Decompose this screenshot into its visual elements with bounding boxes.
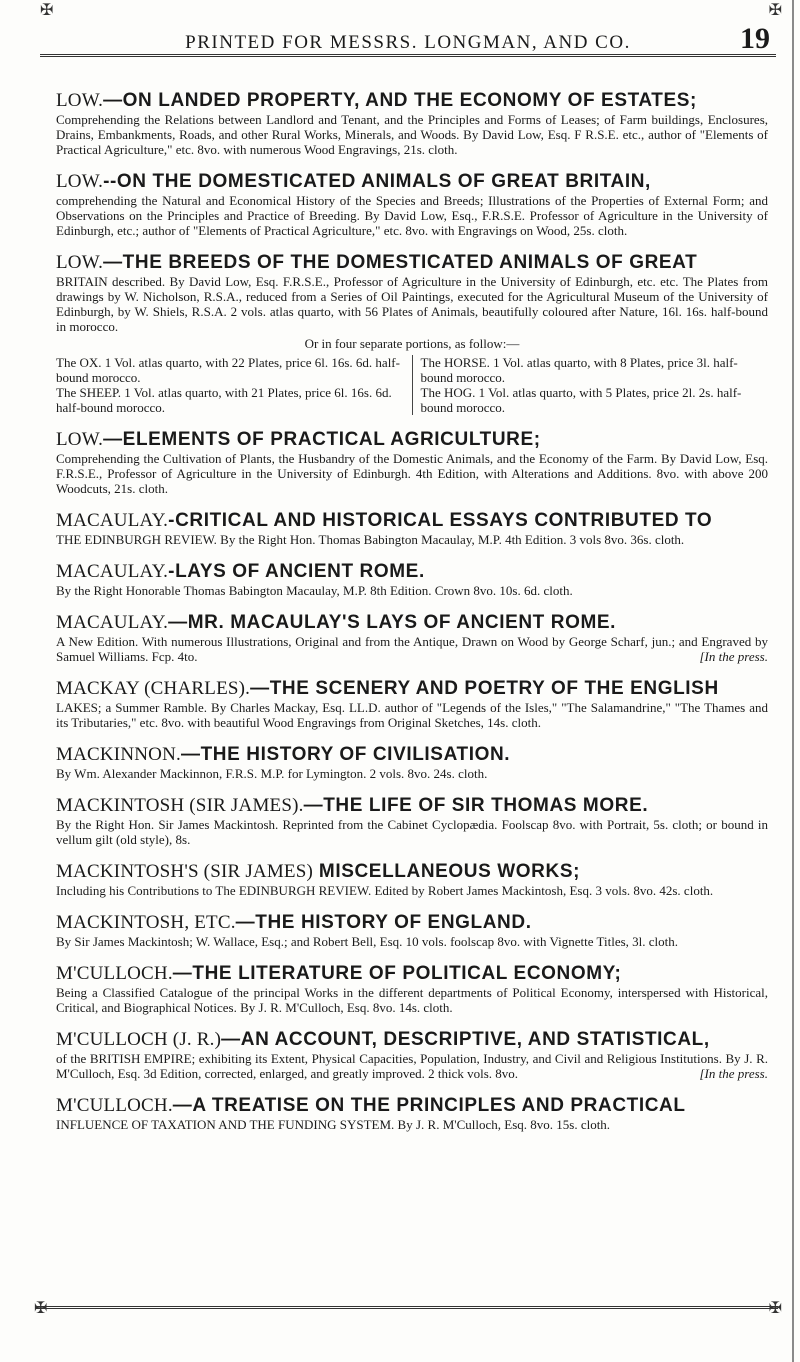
entry-description: Comprehending the Cultivation of Plants, the Husbandry of the Domestic Animals, and the Economy of the Farm. By David Low, Esq. F.R.S.E., Professor of Agriculture in the University of Edinburgh. 4th Edition, with Alterations and Additions. 8vo. with above 200 Woodcuts, 21s. cloth. [56,451,768,496]
entry-title: —A TREATISE ON THE PRINCIPLES AND PRACTICAL [172,1095,686,1116]
entry-author: LOW. [56,429,104,450]
catalogue-entry [56,678,768,730]
catalogue-entry [56,429,768,496]
catalogue-entry [56,1095,768,1132]
entry-author: MACKAY (CHARLES). [56,678,251,699]
entry-author: LOW. [56,252,104,273]
portion-item: The HORSE. 1 Vol. atlas quarto, with 8 Plates, price 3l. half-bound morocco. [420,355,738,385]
entry-description: comprehending the Natural and Economical History of the Species and Breeds; Illustrations of the Properties of External Form; and Observations on the Principles and Practice of Breeding. By David Low, Esq., F.R.S.E. Professor of Agriculture in the University of Edinburgh, etc.; author of "Elements of Practical Agriculture," etc. 8vo. with Engravings on Wood, 25s. cloth. [56,193,768,238]
entry-title: —THE LITERATURE OF POLITICAL ECONOMY; [172,963,622,984]
portion-item: The OX. 1 Vol. atlas quarto, with 22 Plates, price 6l. 16s. 6d. half-bound morocco. [56,355,400,385]
entry-description [56,634,768,664]
portions-table [56,355,768,415]
portion-item: The HOG. 1 Vol. atlas quarto, with 5 Plates, price 2l. 2s. half-bound morocco. [420,385,742,415]
catalogue-entry [56,1029,768,1081]
entry-description: THE EDINBURGH REVIEW. By the Right Hon. Thomas Babington Macaulay, M.P. 4th Edition. 3 vols 8vo. 36s. cloth. [56,532,685,547]
portions-left-column [56,355,412,415]
entry-title: -CRITICAL AND HISTORICAL ESSAYS CONTRIBUTED TO [168,510,713,531]
entry-description: Being a Classified Catalogue of the principal Works in the different departments of Political Economy, interspersed with Historical, Critical, and Biographical Notices. By J. R. M'Culloch, Esq. 8vo. 14s. cloth. [56,985,768,1015]
entry-description-text: A New Edition. With numerous Illustrations, Original and from the Antique, Drawn on Wood by George Scharf, jun.; and Engraved by Samuel Williams. Fcp. 4to. [56,634,768,664]
catalogue-entry [56,90,768,157]
entry-title: -LAYS OF ANCIENT ROME. [168,561,425,582]
entry-title: --ON THE DOMESTICATED ANIMALS OF GREAT BRITAIN, [103,171,651,192]
catalogue-entry [56,252,768,415]
entry-description: By Sir James Mackintosh; W. Wallace, Esq.; and Robert Bell, Esq. 10 vols. foolscap 8vo. with Vignette Titles, 3l. cloth. [56,934,679,949]
catalogue-entry [56,912,768,949]
catalogue-entry [56,963,768,1015]
entry-author: M'CULLOCH. [56,963,173,984]
entry-title: —AN ACCOUNT, DESCRIPTIVE, AND STATISTICAL, [221,1029,710,1050]
entry-author: M'CULLOCH. [56,1095,173,1116]
entry-title: —THE LIFE OF SIR THOMAS MORE. [303,795,649,816]
entry-description: Comprehending the Relations between Landlord and Tenant, and the Principles and Forms of Leases; of Farm buildings, Enclosures, Drains, Embankments, Roads, and other Rural Works, Minerals, and Woods. By David Low, Esq. F R.S.E. etc., author of "Elements of Practical Agriculture," etc. 8vo. with numerous Wood Engravings, 21s. cloth. [56,112,768,157]
in-press-note: [In the press. [699,649,768,664]
entry-title: —ON LANDED PROPERTY, AND THE ECONOMY OF ESTATES; [103,90,697,111]
catalogue-entry [56,795,768,847]
running-title: PRINTED FOR MESSRS. LONGMAN, AND CO. [185,32,631,53]
entry-author: MACKINTOSH (SIR JAMES). [56,795,304,816]
catalogue-entry [56,561,768,598]
entry-author: MACAULAY. [56,561,169,582]
entry-title: —MR. MACAULAY'S LAYS OF ANCIENT ROME. [168,612,617,633]
catalogue-entry [56,171,768,238]
catalogue-entry [56,861,768,898]
entry-author: MACKINTOSH, ETC. [56,912,236,933]
top-left-ornament: ✠ [40,2,54,19]
entry-author: MACKINNON. [56,744,181,765]
entry-author: M'CULLOCH (J. R.) [56,1029,222,1050]
entry-description: By the Right Honorable Thomas Babington Macaulay, M.P. 8th Edition. Crown 8vo. 10s. 6d. cloth. [56,583,573,598]
catalogue-entries [56,90,768,1146]
entry-author: MACAULAY. [56,510,169,531]
in-press-note: [In the press. [699,1066,768,1081]
bottom-double-rule [36,1306,778,1309]
catalogue-entry [56,510,768,547]
entry-description: LAKES; a Summer Ramble. By Charles Mackay, Esq. LL.D. author of "Legends of the Isles," "The Salamandrine," "The Thames and its Tributaries," etc. 8vo. with beautiful Wood Engravings from Original Sketches, 14s. cloth. [56,700,768,730]
page-edge-rule [792,0,794,1362]
catalogue-entry [56,612,768,664]
entry-title: MISCELLANEOUS WORKS; [313,861,581,882]
entry-description: BRITAIN described. By David Low, Esq. F.R.S.E., Professor of Agriculture in the University of Edinburgh, etc. etc. The Plates from drawings by W. Nicholson, R.S.A., reduced from a Series of Oil Paintings, executed for the Agricultural Museum of the University of Edinburgh, by W. Shiels, R.S.A. 2 vols. atlas quarto, with 56 Plates of Animals, beautifully coloured after Nature, 16l. 16s. half-bound in morocco. [56,274,768,334]
entry-title: —THE HISTORY OF ENGLAND. [235,912,532,933]
bottom-left-ornament: ✠ [34,1300,48,1317]
entry-title: —THE SCENERY AND POETRY OF THE ENGLISH [250,678,719,699]
entry-description: Including his Contributions to The EDINBURGH REVIEW. Edited by Robert James Mackintosh, Esq. 3 vols. 8vo. 42s. cloth. [56,883,714,898]
entry-author: MACAULAY. [56,612,169,633]
entry-title: —THE BREEDS OF THE DOMESTICATED ANIMALS OF GREAT [103,252,698,273]
entry-description: INFLUENCE OF TAXATION AND THE FUNDING SYSTEM. By J. R. M'Culloch, Esq. 8vo. 15s. cloth. [56,1117,611,1132]
entry-author: LOW. [56,171,104,192]
entry-description: By Wm. Alexander Mackinnon, F.R.S. M.P. for Lymington. 2 vols. 8vo. 24s. cloth. [56,766,488,781]
entry-title: —THE HISTORY OF CIVILISATION. [180,744,511,765]
entry-description-text: of the BRITISH EMPIRE; exhibiting its Extent, Physical Capacities, Population, Industry, and Civil and Religious Institutions. By J. R. M'Culloch, Esq. 3d Edition, corrected, enlarged, and greatly improved. 2 thick vols. 8vo. [56,1051,768,1081]
portion-item: The SHEEP. 1 Vol. atlas quarto, with 21 Plates, price 6l. 16s. 6d. half-bound morocco. [56,385,392,415]
portions-intro: Or in four separate portions, as follow:— [304,336,520,351]
entry-author: LOW. [56,90,104,111]
portions-right-column [412,355,769,415]
catalogue-entry [56,744,768,781]
entry-description [56,1051,768,1081]
entry-title: —ELEMENTS OF PRACTICAL AGRICULTURE; [103,429,541,450]
page-number: 19 [740,22,770,55]
entry-author: MACKINTOSH'S (SIR JAMES) [56,861,314,882]
page-header [40,14,776,57]
bottom-right-ornament: ✠ [768,1300,782,1317]
entry-description: By the Right Hon. Sir James Mackintosh. Reprinted from the Cabinet Cyclopædia. Foolscap 8vo. with Portrait, 5s. cloth; or bound in vellum gilt (old style), 8s. [56,817,768,847]
top-right-ornament: ✠ [768,2,782,19]
